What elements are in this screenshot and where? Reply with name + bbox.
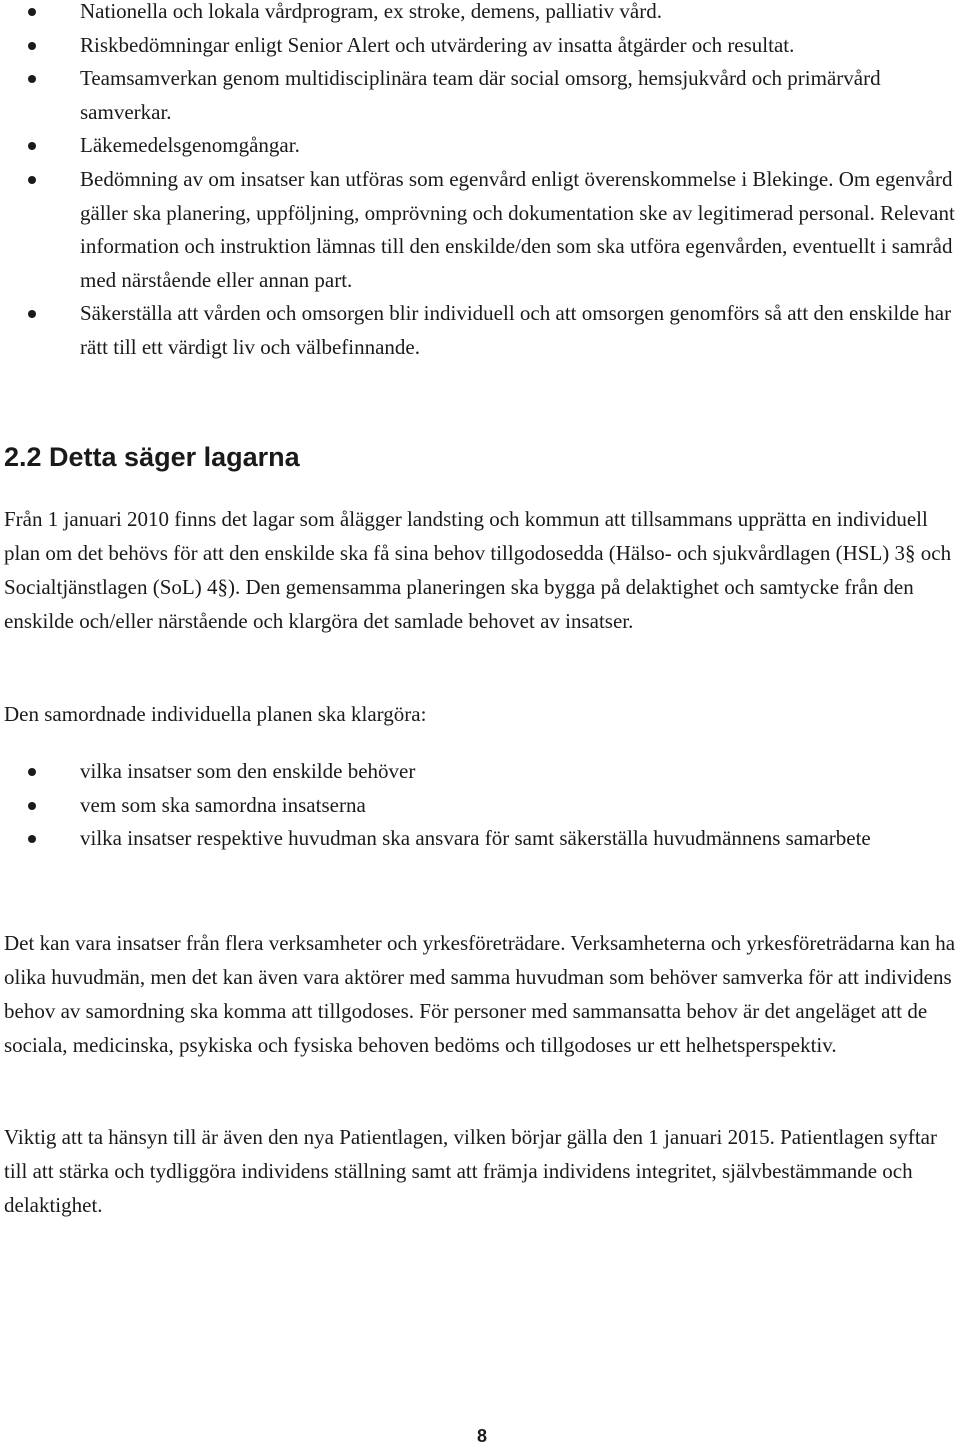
list-item-text: Läkemedelsgenomgångar. — [80, 133, 300, 158]
list-item — [0, 0, 960, 29]
list-item-text: vem som ska samordna insatserna — [80, 792, 366, 817]
bullet-icon — [28, 142, 36, 150]
list-item — [0, 163, 960, 297]
bullet-icon — [28, 835, 36, 843]
list-item — [0, 789, 960, 823]
paragraph-plan-intro: Den samordnade individuella planen ska klargöra: — [4, 702, 427, 726]
list-item-text: Riskbedömningar enligt Senior Alert och utvärdering av insatta åtgärder och resultat. — [80, 32, 795, 57]
list-item — [0, 822, 960, 856]
top-bullet-list — [0, 0, 960, 365]
section-heading: 2.2 Detta säger lagarna — [4, 442, 300, 472]
list-item — [0, 755, 960, 789]
list-item — [0, 62, 960, 129]
paragraph-actors: Det kan vara insatser från flera verksamheter och yrkesföreträdare. Verksamheterna och yrkesföreträdarna kan ha olika huvudmän, men det kan även vara aktörer med samma huvudman som behöver samverka för att individens behov av samordning ska komma att tillgodoses. För personer med sammansatta behov är det angeläget att de sociala, medicinska, psykiska och fysiska behoven bedöms och tillgodoses ur ett helhetsperspektiv. — [4, 931, 956, 1057]
list-item-text: vilka insatser som den enskilde behöver — [80, 759, 416, 783]
list-item-text: vilka insatser respektive huvudman ska ansvara för samt säkerställa huvudmännens samarbete — [80, 826, 871, 851]
bullet-icon — [28, 802, 36, 810]
list-item — [0, 297, 960, 364]
list-item-text: Bedömning av om insatser kan utföras som egenvård enligt överenskommelse i Blekinge. Om egenvård gäller ska planering, uppföljning, omprövning och dokumentation ske av legitimerad personal. Relevant information och instruktion lämnas till den enskilde/den som ska utföra egenvården, eventuellt i samråd med närstående eller annan part. — [80, 166, 955, 292]
list-item — [0, 129, 960, 163]
bullet-icon — [28, 8, 36, 16]
list-item-text: Säkerställa att vården och omsorgen blir individuell och att omsorgen genomförs så att den enskilde har rätt till ett värdigt liv och välbefinnande. — [80, 301, 952, 359]
list-item — [0, 29, 960, 63]
page-number: 8 — [476, 1426, 487, 1446]
bullet-icon — [28, 42, 36, 50]
paragraph-laws: Från 1 januari 2010 finns det lagar som ålägger landsting och kommun att tillsammans upprätta en individuell plan om det behövs för att den enskilde ska få sina behov tillgodosedda (Hälso- och sjukvårdlagen (HSL) 3§ och Socialtjänstlagen (SoL) 4§). Den gemensamma planeringen ska bygga på delaktighet och samtycke från den enskilde och/eller närstående och klargöra det samlade behovet av insatser. — [4, 507, 952, 633]
list-item-text: Teamsamverkan genom multidisciplinära team där social omsorg, hemsjukvård och primärvård samverkar. — [80, 66, 881, 124]
plan-bullet-list — [0, 755, 960, 856]
paragraph-patientlagen: Viktig att ta hänsyn till är även den nya Patientlagen, vilken börjar gälla den 1 januari 2015. Patientlagen syftar till att stärka och tydliggöra individens ställning samt att främja individens integritet, självbestämmande och delaktighet. — [4, 1125, 937, 1217]
bullet-icon — [28, 176, 36, 184]
bullet-icon — [28, 310, 36, 318]
bullet-icon — [28, 75, 36, 83]
bullet-icon — [28, 768, 36, 776]
list-item-text: Nationella och lokala vårdprogram, ex stroke, demens, palliativ vård. — [80, 0, 662, 23]
